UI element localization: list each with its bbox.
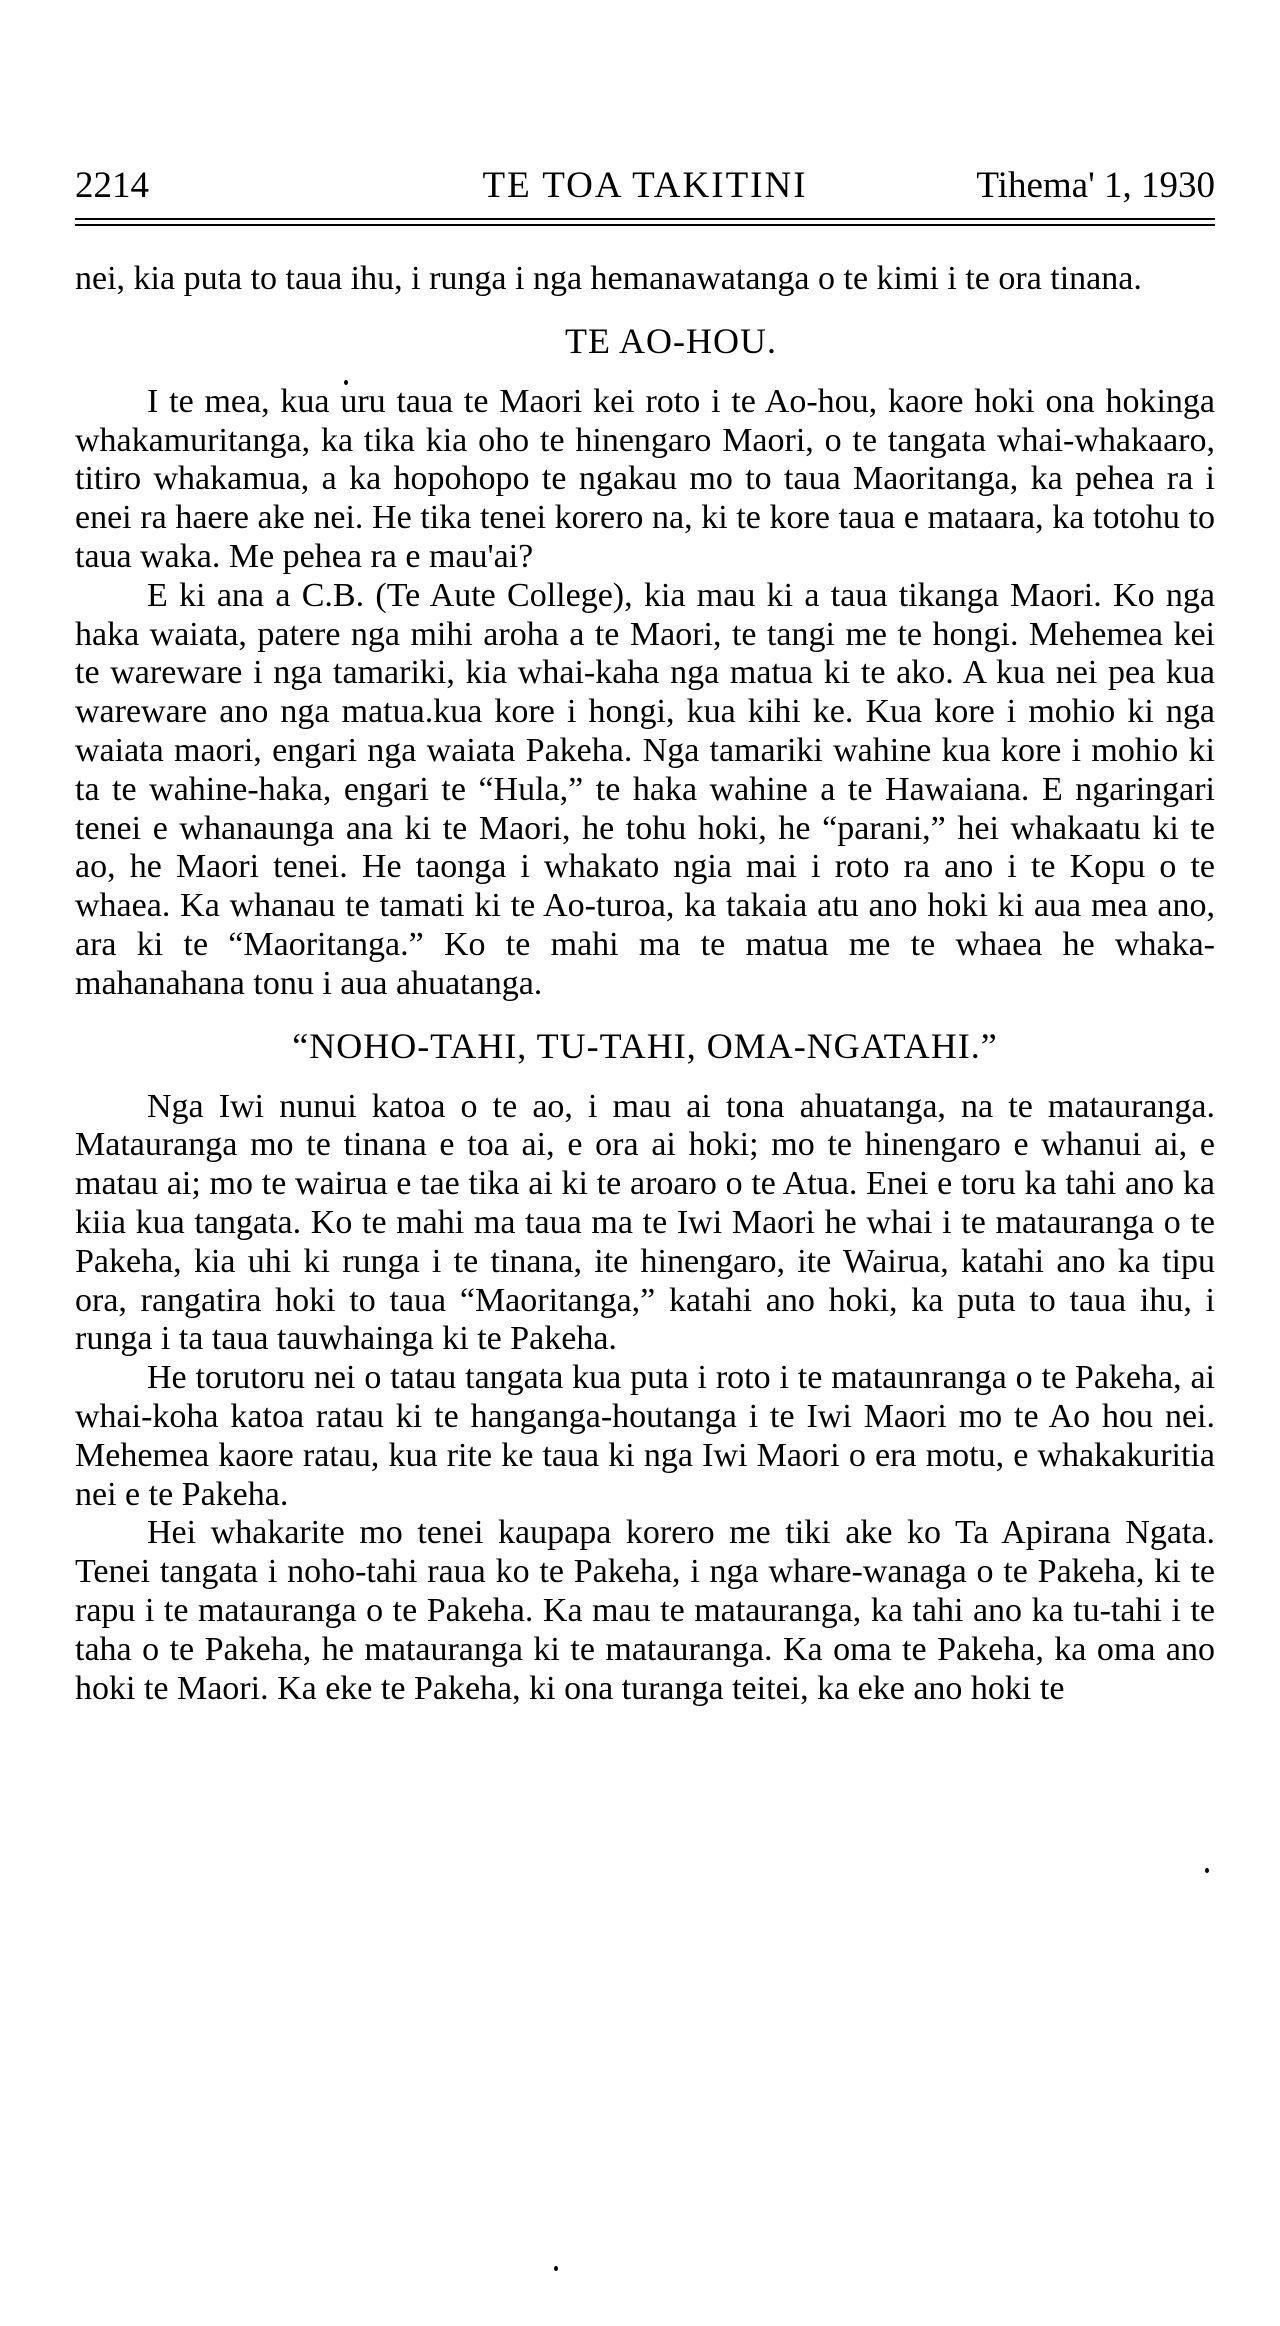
paragraph: nei, kia puta to taua ihu, i runga i nga hemanawatanga o te kimi i te ora tinana. xyxy=(75,260,1142,297)
paragraph: He torutoru nei o tatau tangata kua puta i roto i te mataunranga o te Pakeha, ai whai-koha katoa ratau ki te hanganga-houtanga i te Iwi Maori mo te Ao hou nei. Mehemea kaore ratau, kua rite ke taua ki nga Iwi Maori o era motu, e whakakuritia nei e te Pakeha. xyxy=(75,1359,1215,1513)
article-body xyxy=(75,260,1215,1708)
page-number: 2214 xyxy=(75,165,149,206)
running-header xyxy=(75,160,1215,212)
print-speck xyxy=(1205,1868,1209,1873)
print-speck xyxy=(554,2266,558,2271)
document-page xyxy=(75,160,1215,1708)
header-rule xyxy=(75,224,1215,226)
section-heading: TE AO-HOU. xyxy=(565,320,777,361)
paragraph: Hei whakarite mo tenei kaupapa korero me tiki ake ko Ta Apirana Ngata. Tenei tangata i noho-tahi raua ko te Pakeha, i nga whare-wanaga o te Pakeha, ki te rapu i te matauranga o te Pakeha. Ka mau te matauranga, ka tahi ano ka tu-tahi i te taha o te Pakeha, he matauranga ki te matauranga. Ka oma te Pakeha, ka oma ano hoki te Maori. Ka eke te Pakeha, ki ona turanga teitei, ka eke ano hoki te xyxy=(75,1514,1215,1707)
paragraph: I te mea, kua uru taua te Maori kei roto i te Ao-hou, kaore hoki ona hokinga whakamuritanga, ka tika kia oho te hinengaro Maori, o te tangata whai-whakaaro, titiro whakamua, a ka hopohopo te ngakau mo to taua Maoritanga, ka pehea ra i enei ra haere ake nei. He tika tenei korero na, ki te kore taua e mataara, ka totohu to taua waka. Me pehea ra e mau'ai? xyxy=(75,382,1215,575)
issue-date: Tihema' 1, 1930 xyxy=(976,165,1215,206)
header-rule xyxy=(75,218,1215,220)
paragraph: Nga Iwi nunui katoa o te ao, i mau ai tona ahuatanga, na te matauranga. Matauranga mo te tinana e toa ai, e ora ai hoki; mo te hinengaro e whanui ai, e matau ai; mo te wairua e tae tika ai ki te aroaro o te Atua. Enei e toru ka tahi ano ka kiia kua tangata. Ko te mahi ma taua ma te Iwi Maori he whai i te matauranga o te Pakeha, kia uhi ki runga i te tinana, ite hinengaro, ite Wairua, katahi ano ka tipu ora, rangatira hoki to taua “Maoritanga,” katahi ano hoki, ka puta to taua ihu, i runga i ta taua tauwhainga ki te Pakeha. xyxy=(75,1087,1215,1358)
journal-title: TE TOA TAKITINI xyxy=(482,165,808,206)
paragraph: E ki ana a C.B. (Te Aute College), kia mau ki a taua tikanga Maori. Ko nga haka waiata, patere nga mihi aroha a te Maori, te tangi me te hongi. Mehemea kei te wareware i nga tamariki, kia whai-kaha nga matua ki te ako. A kua nei pea kua wareware ano nga matua.kua kore i hongi, kua kihi ke. Kua kore i mohio ki nga waiata maori, engari nga waiata Pakeha. Nga tamariki wahine kua kore i mohio ki ta te wahine-haka, engari te “Hula,” te haka wahine a te Hawaiana. E ngaringari tenei e whanaunga ana ki te Maori, he tohu hoki, he “parani,” hei whakaatu ki te ao, he Maori tenei. He taonga i whakato ngia mai i roto ra ano i te Kopu o te whaea. Ka whanau te tamati ki te Ao-turoa, ka takaia atu ano hoki ki aua mea ano, ara ki te “Maoritanga.” Ko te mahi ma te matua me te whaea he whaka-mahanahana tonu i aua ahuatanga. xyxy=(75,576,1215,1002)
section-heading: “NOHO-TAHI, TU-TAHI, OMA-NGATAHI.” xyxy=(292,1025,998,1066)
